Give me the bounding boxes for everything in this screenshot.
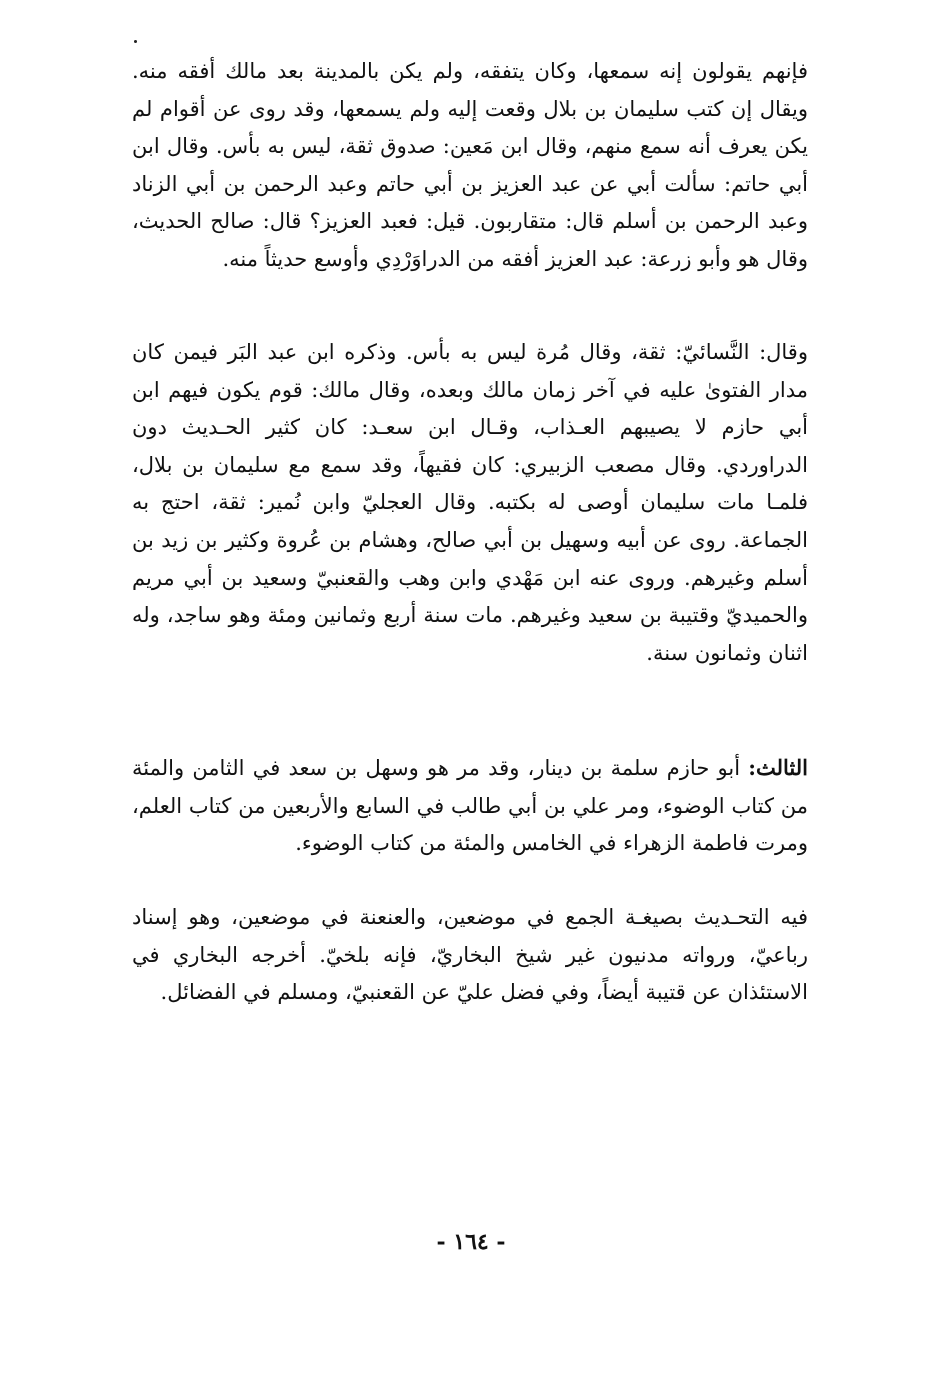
ink-speck — [134, 40, 137, 43]
paragraph-4-text: فيه التحـديث بصيغـة الجمع في موضعين، والعنعنة في موضعين، وهو إسناد رباعيّ، ورواته مدنيون غير شيخ البخاريّ، فإنه بلخيّ. أخرجه البخاري في الاستئذان عن قتيبة أيضاً، وفي فضل عليّ عن القعنبيّ، ومسلم في الفضائل. — [132, 905, 808, 1005]
paragraph-1 — [132, 52, 808, 279]
paragraph-2 — [132, 333, 808, 672]
paragraph-4 — [132, 898, 808, 1012]
page-number: - ١٦٤ - — [436, 1229, 506, 1255]
paragraph-3-lead: الثالث: — [748, 755, 808, 780]
paragraph-1-text: فإنهم يقولون إنه سمعها، وكان يتفقه، ولم يكن بالمدينة بعد مالك أفقه منه. ويقال إن كتب سليمان بن بلال وقعت إليه ولم يسمعها، وقد روى عن أقوام لم يكن يعرف أنه سمع منهم، وقال ابن مَعين: صدوق ثقة، ليس به بأس. وقال ابن أبي حاتم: سألت أبي عن عبد العزيز بن أبي حاتم وعبد الرحمن بن أبي الزناد وعبد الرحمن بن أسلم قال: متقاربون. قيل: فعبد العزيز؟ قال: صالح الحديث، وقال هو وأبو زرعة: عبد العزيز أفقه من الدراوَرْدِي وأوسع حديثاً منه. — [132, 59, 808, 271]
paragraph-3 — [132, 749, 808, 863]
paragraph-3-text: أبو حازم سلمة بن دينار، وقد مر هو وسهل بن سعد في الثامن والمئة من كتاب الوضوء، ومر علي بن أبي طالب في السابع والأربعين من كتاب العلم، ومرت فاطمة الزهراء في الخامس والمئة من كتاب الوضوء. — [132, 756, 808, 856]
paragraph-2-text: وقال: النَّسائيّ: ثقة، وقال مُرة ليس به بأس. وذكره ابن عبد البَر فيمن كان مدار الفتوىٰ عليه في آخر زمان مالك وبعده، وقال مالك: قوم يكون فيهم ابن أبي حازم لا يصيبهم العـذاب، وقـال ابن سعـد: كان كثير الحـديث دون الدراوردي. وقال مصعب الزبيري: كان فقيهاً، وقد سمع مع سليمان بن بلال، فلمـا مات سليمان أوصى له بكتبه. وقال العجليّ وابن نُمير: ثقة، احتج به الجماعة. روى عن أبيه وسهيل بن أبي صالح، وهشام بن عُروة وكثير بن زيد بن أسلم وغيرهم. وروى عنه ابن مَهْدي وابن وهب والقعنبيّ وسعيد بن أبي مريم والحميديّ وقتيبة بن سعيد وغيرهم. مات سنة أربع وثمانين ومئة وهو ساجد، وله اثنان وثمانون سنة. — [132, 340, 808, 665]
